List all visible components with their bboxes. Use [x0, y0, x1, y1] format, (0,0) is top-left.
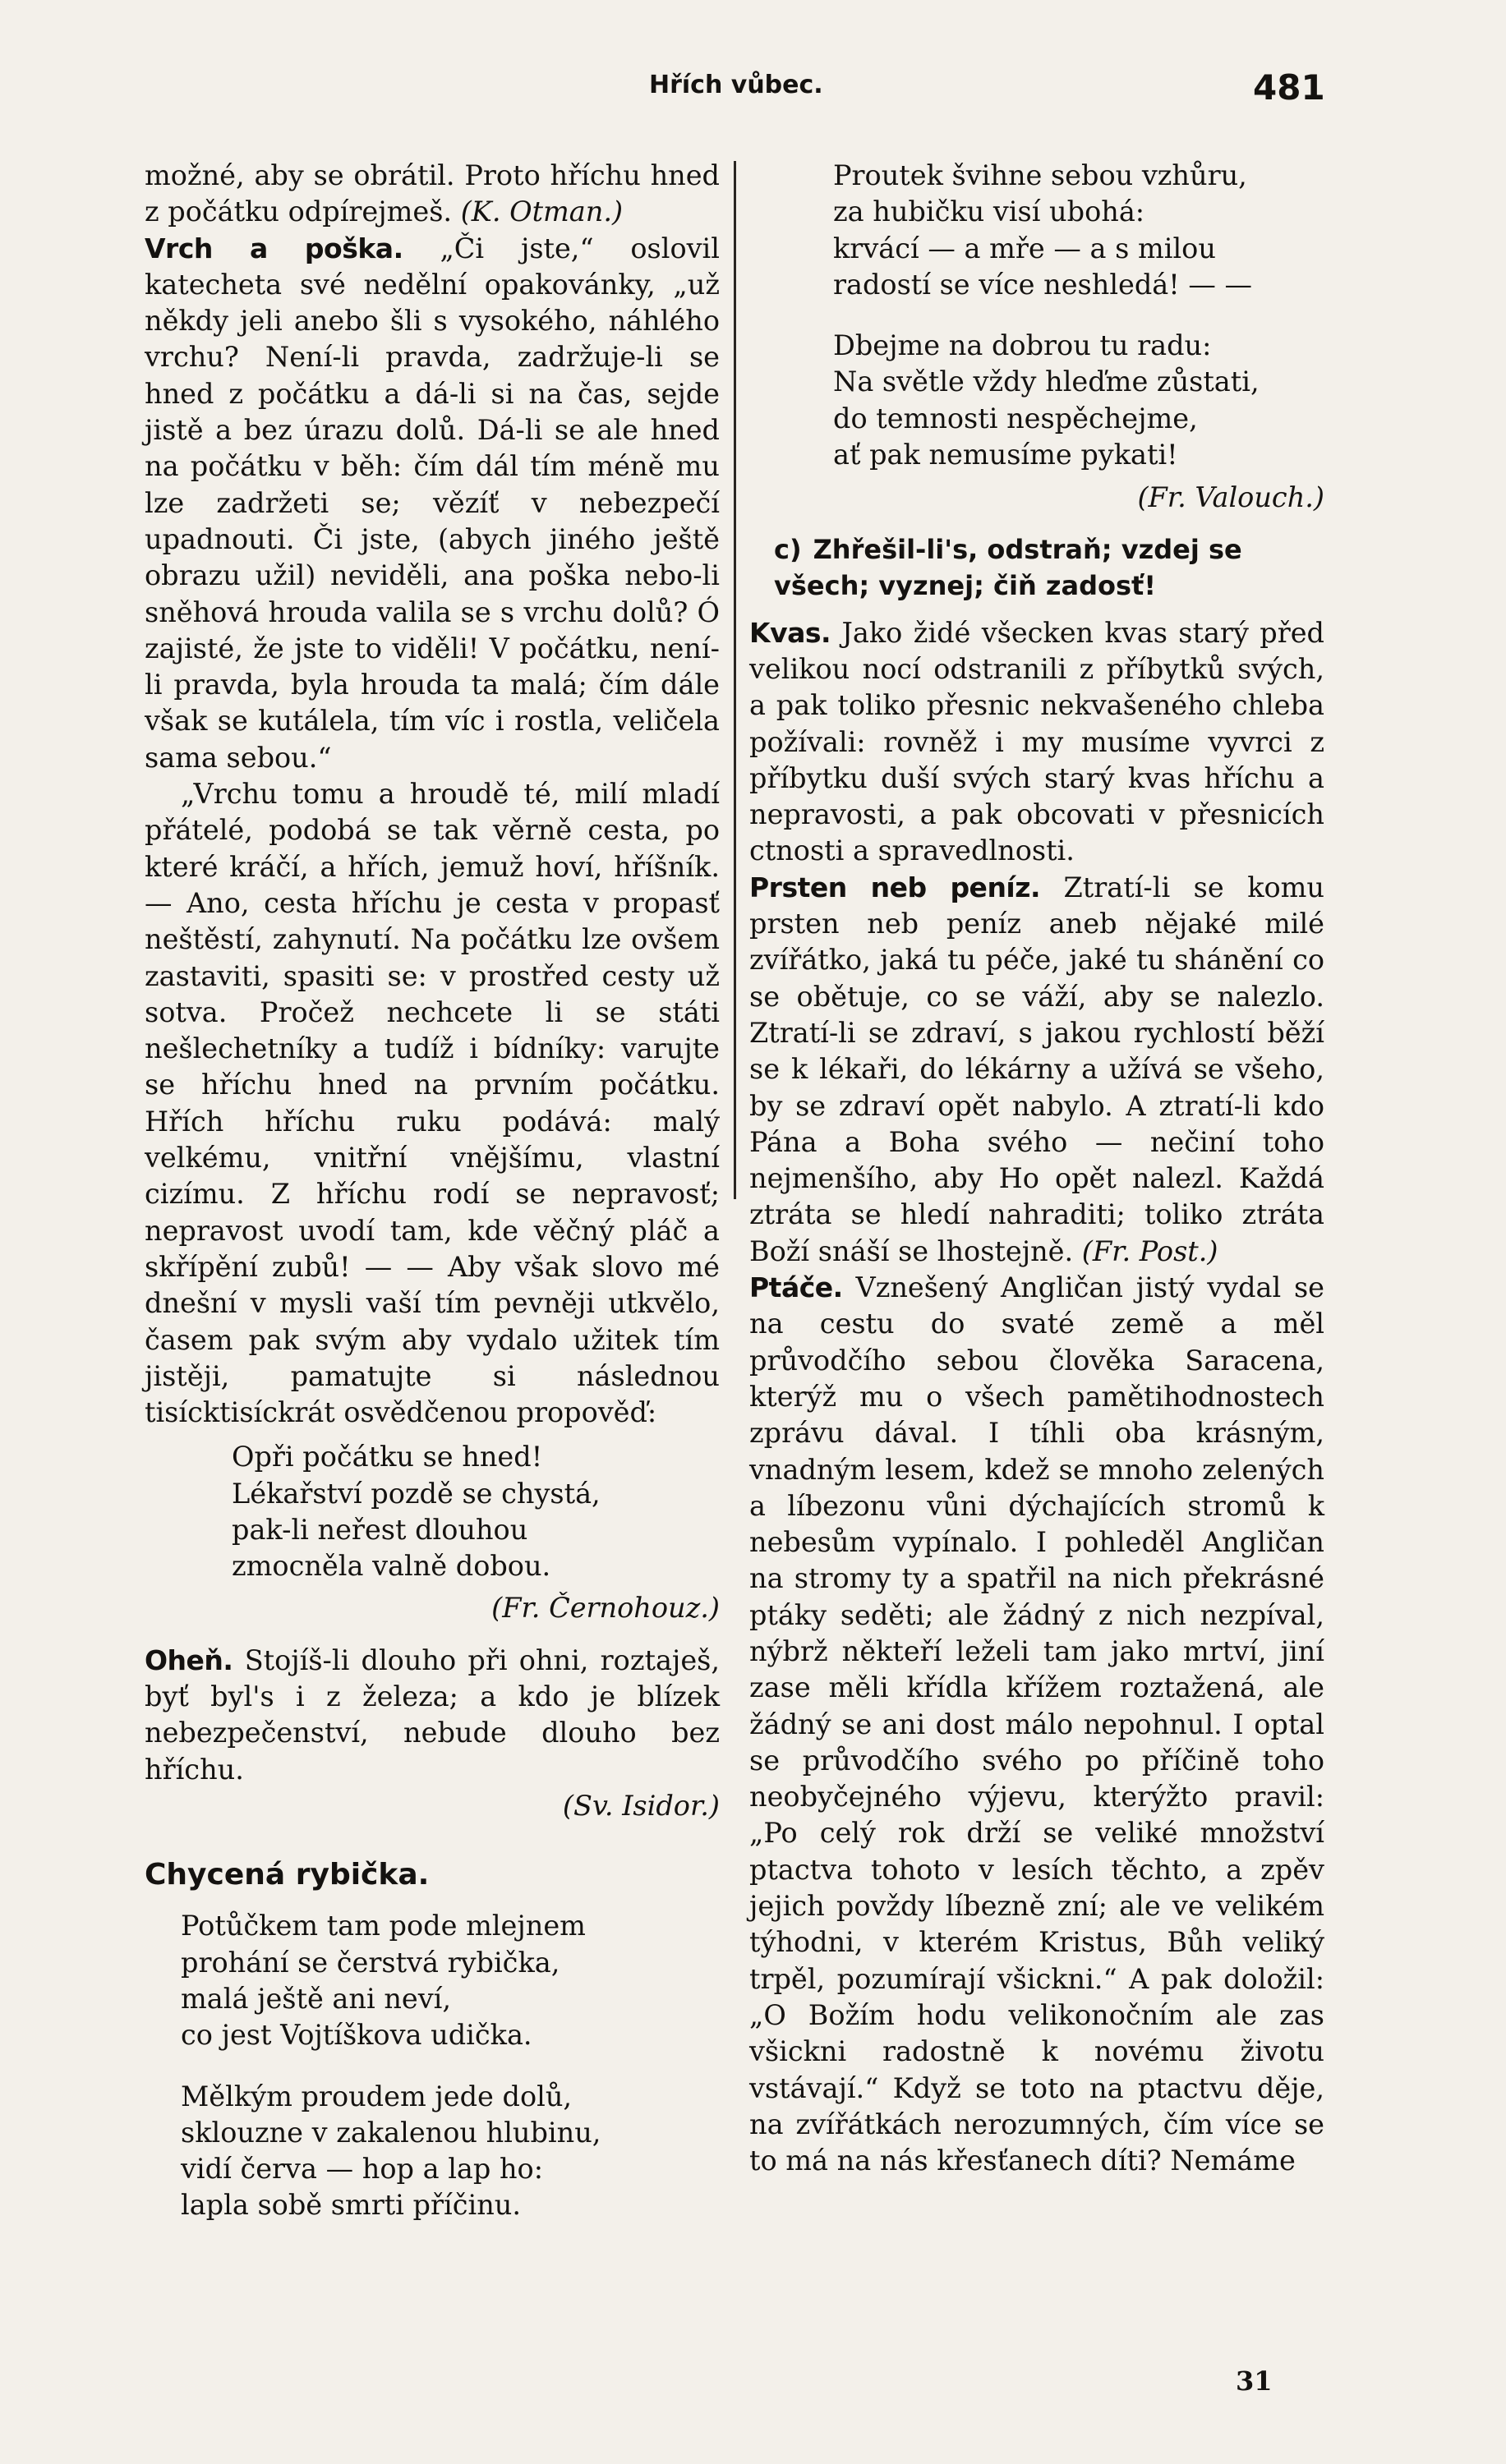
verse-citation: (Fr. Černohouz.): [491, 1591, 720, 1624]
verse-line: sklouzne v zakalenou hlubinu,: [181, 2116, 601, 2149]
poem-stanza-2: [181, 2079, 720, 2224]
point-c: [774, 531, 1324, 604]
verse-line: ať pak nemusíme pykati!: [833, 439, 1178, 471]
verse-line: do temnosti nespěchejme,: [833, 402, 1198, 434]
spacer: [145, 1626, 720, 1643]
section-heading-kvas: Kvas.: [749, 616, 831, 649]
point-label: c): [774, 533, 802, 565]
verse-line: za hubičku visí ubohá:: [833, 195, 1145, 228]
kvas-text: Jako židé všecken kvas starý před velikou nocí odstranili z příbytků svých, a pak toliko přesnic nekvašeného chleba požívali: rovněž i my musíme vyvrci z příbytku duší svých starý kvas hříchu a nepravosti, a pak obcovati v přesnicích ctnosti a spravedlnosti.: [749, 616, 1324, 867]
verse-line: radostí se více neshledá! — —: [833, 268, 1253, 301]
spacer: [145, 2054, 720, 2079]
signature-mark: 31: [1236, 2365, 1273, 2397]
poem-stanza-1: [181, 1908, 720, 2053]
verse-line: krvácí — a mře — a s milou: [833, 232, 1216, 264]
section-heading-vrch: Vrch a poška.: [145, 232, 403, 264]
poem-title: Chycená rybička.: [145, 1858, 430, 1892]
section-kvas: [749, 615, 1324, 870]
spacer: [749, 303, 1324, 328]
section-vrch: [145, 231, 720, 776]
verse-line: prohání se čerstvá rybička,: [181, 1946, 560, 1979]
section-heading-prsten: Prsten neb peníz.: [749, 871, 1040, 903]
running-header: Hřích vůbec.: [649, 71, 823, 99]
intro-citation: (K. Otman.): [460, 195, 624, 228]
verse-line: Potůčkem tam pode mlejnem: [181, 1910, 586, 1942]
ohen-citation: (Sv. Isidor.): [562, 1790, 720, 1823]
verse-line: Opři počátku se hned!: [232, 1441, 543, 1473]
prsten-citation: (Fr. Post.): [1081, 1234, 1218, 1267]
right-column: [749, 158, 1324, 2179]
ptace-text: Vznešený Angličan jistý vydal se na cestu do svaté země a měl průvodčího sebou člověka Saracena, kterýž mu o všech pamětihodnostech zprávu dával. I tíhli oba krásným, vnadným lesem, kdež se mnoho zelených a líbezonu vůni dýchajících stromů k nebesům vypínalo. I pohleděl Angličan na stromy ty a spatřil na nich překrásné ptáky seděti; ale žádný z nich nezpíval, nýbrž někteří leželi tam jako mrtví, jiní zase měli křídla křížem roztažená, ale žádný se ani dost málo nepohnul. I optal se průvodčího svého po příčině toho neobyčejného výjevu, kterýžto pravil: „Po celý rok drží se veliké množství ptactva tohoto v lesích těchto, a zpěv jejich povždy líbezně zní; ale ve velikém týhodni, v kterém Kristus, Bůh veliký trpěl, pozumírají všickni.“ A pak doložil: „O Božím hodu velikonočním ale zas všickni radostně k novému životu vstávají.“ Když se toto na ptactvu děje, na zvířátkách nerozumných, čím více se to má na nás křesťanech díti? Nemáme: [749, 1271, 1324, 2177]
prsten-text: Ztratí-li se komu prsten neb peníz aneb nějaké milé zvířátko, jaká tu péče, jaké tu shánění co se obětuje, co se váží, aby se nalezlo. Ztratí-li se zdraví, s jakou rychlostí běží se k lékaři, do lékárny a užívá se všeho, by se zdraví opět nabylo. A ztratí-li kdo Pána a Boha svého — nečiní toho nejmenšího, aby Ho opět nalezl. Každá ztráta se hledí nahraditi; toliko ztráta Boží snáší se lhostejně.: [749, 871, 1325, 1267]
section-heading-ohen: Oheň.: [145, 1643, 233, 1676]
verse-line: vidí červa — hop a lap ho:: [181, 2153, 544, 2186]
section-prsten: [749, 870, 1324, 1270]
verse-line: malá ještě ani neví,: [181, 1982, 452, 2015]
verse-line: Proutek švihne sebou vzhůru,: [833, 159, 1247, 191]
section-ohen: [145, 1643, 720, 1788]
vrch-paragraph-2: „Vrchu tomu a hroudě té, milí mladí přátelé, podobá se tak věrně cesta, po které kráčí, a hřích, jemuž hoví, hříšník. — Ano, cesta hříchu je cesta v propasť neštěstí, zahynutí. Na počátku lze ovšem zastaviti, spasiti se: v prostřed cesty už sotva. Pročež nechcete li se státi nešlechetníky a tudíž i bídníky: varujte se hříchu hned na prvním počátku. Hřích hříchu ruku podává: malý velkému, vnitřní vnějšímu, vlastní cizímu. Z hříchu rodí se nepravosť; nepravost uvodí tam, kde věčný pláč a skřípění zubů! — — Aby však slovo mé dnešní v mysli vaší tím pevněji utkvělo, časem pak svým aby vydalo užitek tím jistěji, pamatujte si následnou tisícktisíckrát osvědčenou propověď:: [145, 778, 720, 1429]
intro-paragraph: [145, 158, 720, 231]
section-ptace: [749, 1270, 1324, 2179]
verse-line: pak-li neřest dlouhou: [232, 1513, 528, 1546]
section-heading-ptace: Ptáče.: [749, 1271, 843, 1304]
point-text: Zhřešil-li's, odstraň; vzdej se všech; vyznej; čiň zadosť!: [774, 533, 1242, 601]
vrch-text: „Či jste,“ oslovil katecheta své nedělní opakovánky, „už někdy jeli anebo šli s vysokého, náhlého vrchu? Není-li pravda, zadržuje-li se hned z počátku a dá-li si na čas, sejde jistě a bez úrazu dolů. Dá-li se ale hned na počátku v běh: čím dál tím méně mu lze zadržeti se; vězíť v nebezpečí upadnouti. Či jste, (abych jiného ještě obrazu užil) neviděli, ana poška nebo-li sněhová hrouda valila se s vrchu dolů? Ó zajisté, že jste to viděli! V počátku, není-li pravda, byla hrouda ta malá; čím dále však se kutálela, tím víc i rostla, veličela sama sebou.“: [145, 232, 720, 774]
verse-line: zmocněla valně dobou.: [232, 1550, 551, 1583]
poem-stanza-4: [833, 328, 1324, 473]
verse-line: Na světle vždy hleďme zůstati,: [833, 365, 1260, 398]
page-number: 481: [1253, 67, 1325, 108]
column-divider: [734, 161, 736, 1199]
verse-line: co jest Vojtíškova udička.: [181, 2019, 532, 2052]
verse-line: Lékařství pozdě se chystá,: [232, 1477, 601, 1510]
poem-stanza-3: [833, 158, 1324, 303]
verse-line: Dbejme na dobrou tu radu:: [833, 329, 1212, 362]
verse-vrch: [232, 1439, 720, 1584]
poem-citation: (Fr. Valouch.): [1137, 481, 1324, 514]
left-column: [145, 158, 720, 2224]
intro-text: možné, aby se obrátil. Proto hříchu hned z počátku odpírejmeš.: [145, 159, 720, 228]
ohen-text: Stojíš-li dlouho při ohni, roztaješ, byť byl's i z železa; a kdo je blízek nebezpečenství, nebude dlouho bez hříchu.: [145, 1643, 720, 1786]
verse-line: lapla sobě smrti příčinu.: [181, 2189, 521, 2222]
verse-line: Mělkým proudem jede dolů,: [181, 2080, 573, 2112]
